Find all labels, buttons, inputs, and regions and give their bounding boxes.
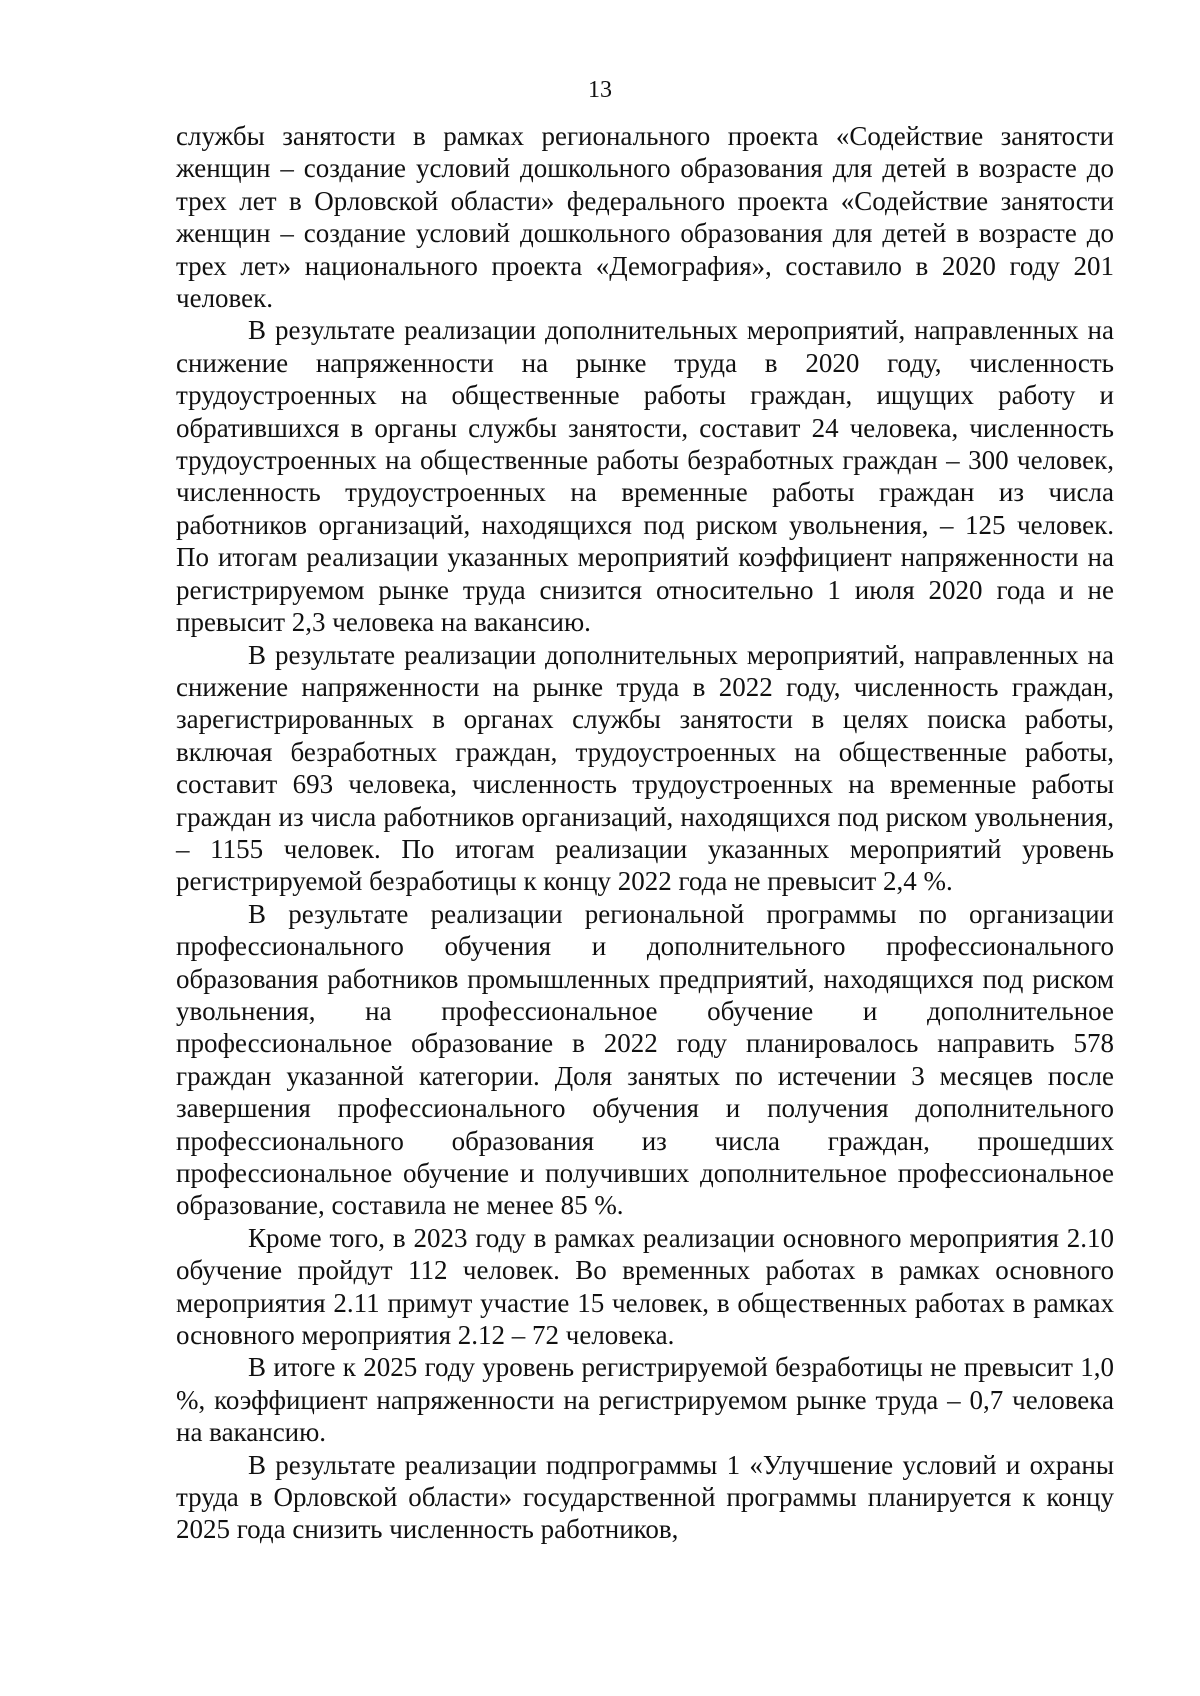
paragraph-1: службы занятости в рамках регионального проекта «Содействие занятости женщин – создание условий дошкольного образования для детей в возрасте до трех лет в Орловской области» федерального проекта «Содействие занятости женщин – создание условий дошкольного образования для детей в возрасте до трех лет» национального проекта «Демография», составило в 2020 году 201 человек.: [176, 121, 1114, 314]
paragraph-3: В результате реализации дополнительных мероприятий, направленных на снижение напряженности на рынке труда в 2022 году, численность граждан, зарегистрированных в органах службы занятости в целях поиска работы, включая безработных граждан, трудоустроенных на общественные работы, составит 693 человека, численность трудоустроенных на временные работы граждан из числа работников организаций, находящихся под риском увольнения, – 1155 человек. По итогам реализации указанных мероприятий уровень регистрируемой безработицы к концу 2022 года не превысит 2,4 %.: [176, 639, 1114, 897]
paragraph-4: В результате реализации региональной программы по организации профессионального обучения и дополнительного профессионального образования работников промышленных предприятий, находящихся под риском увольнения, на профессиональное обучение и дополнительное профессиональное образование в 2022 году планировалось направить 578 граждан указанной категории. Доля занятых по истечении 3 месяцев после завершения профессионального обучения и получения дополнительного профессионального образования из числа граждан, прошедших профессиональное обучение и получивших дополнительное профессиональное образование, составила не менее 85 %.: [176, 898, 1114, 1221]
paragraph-7: В результате реализации подпрограммы 1 «Улучшение условий и охраны труда в Орловской области» государственной программы планируется к концу 2025 года снизить численность работников,: [176, 1449, 1114, 1545]
paragraph-2: В результате реализации дополнительных мероприятий, направленных на снижение напряженности на рынке труда в 2020 году, численность трудоустроенных на общественные работы граждан, ищущих работу и обратившихся в органы службы занятости, составит 24 человека, численность трудоустроенных на общественные работы безработных граждан – 300 человек, численность трудоустроенных на временные работы граждан из числа работников организаций, находящихся под риском увольнения, – 125 человек. По итогам реализации указанных мероприятий коэффициент напряженности на регистрируемом рынке труда снизится относительно 1 июля 2020 года и не превысит 2,3 человека на вакансию.: [176, 315, 1114, 638]
page-number: 13: [588, 77, 612, 103]
paragraph-6: В итоге к 2025 году уровень регистрируемой безработицы не превысит 1,0 %, коэффициент напряженности на регистрируемом рынке труда – 0,7 человека на вакансию.: [176, 1352, 1114, 1448]
paragraph-5: Кроме того, в 2023 году в рамках реализации основного мероприятия 2.10 обучение пройдут 112 человек. Во временных работах в рамках основного мероприятия 2.11 примут участие 15 человек, в общественных работах в рамках основного мероприятия 2.12 – 72 человека.: [176, 1222, 1114, 1351]
document-body: [176, 120, 1114, 1546]
